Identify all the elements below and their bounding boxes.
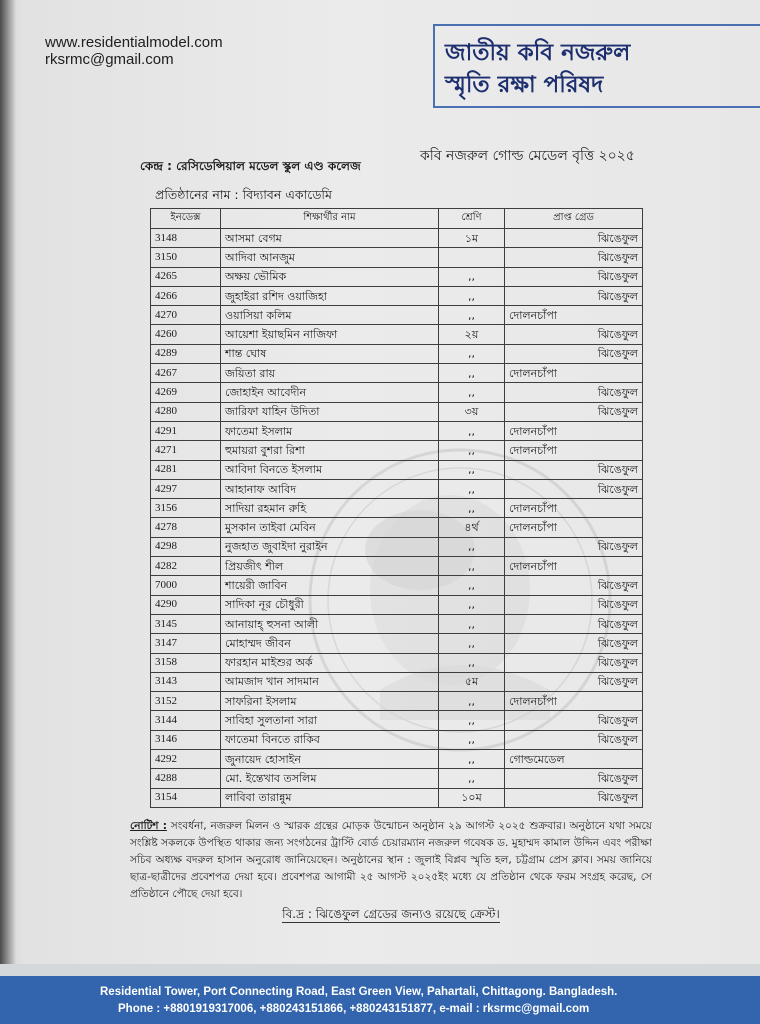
grade-cell: ঝিঙেফুল [505,460,643,479]
document-title: কবি নজরুল গোল্ড মেডেল বৃত্তি ২০২৫ [420,148,635,164]
class-cell: ২য় [439,325,505,344]
index-cell: 3150 [151,248,221,267]
grade-cell: ঝিঙেফুল [505,653,643,672]
table-row [151,248,643,267]
table-header-row [151,209,643,229]
class-cell: ,, [439,267,505,286]
table-row [151,788,643,807]
grade-cell: ঝিঙেফুল [505,788,643,807]
student-name-cell: ফারহান মাইশুর অর্ক [221,653,439,672]
student-name-cell: সাফরিনা ইসলাম [221,692,439,711]
index-cell: 3152 [151,692,221,711]
index-cell: 4288 [151,769,221,788]
grade-cell: দোলনচাঁপা [505,306,643,325]
student-name-cell: আহানাফ আবিদ [221,479,439,498]
class-cell: ,, [439,421,505,440]
grade-cell: দোলনচাঁপা [505,364,643,383]
index-cell: 4267 [151,364,221,383]
grade-cell: ঝিঙেফুল [505,769,643,788]
website-url: www.residentialmodel.com [45,34,223,51]
index-cell: 4289 [151,344,221,363]
class-cell: ,, [439,692,505,711]
header-grade: প্রাপ্ত গ্রেড [505,209,643,229]
index-cell: 3145 [151,614,221,633]
table-row [151,460,643,479]
organization-box [433,24,760,108]
table-row [151,479,643,498]
footer-divider [0,964,760,976]
student-name-cell: আমজাদ খান সাদমান [221,672,439,691]
footer-phone: Phone : +8801919317006, +880243151866, +880243151877, e-mail : rksrmc@gmail.com [118,1003,590,1015]
class-cell: ,, [439,634,505,653]
grade-cell: দোলনচাঁপা [505,499,643,518]
grade-cell: দোলনচাঁপা [505,441,643,460]
class-cell: ,, [439,711,505,730]
student-name-cell: মুসকান তাইবা মেবিন [221,518,439,537]
grade-cell: ঝিঙেফুল [505,229,643,248]
student-name-cell: শান্ত ঘোষ [221,344,439,363]
table-row [151,557,643,576]
institution-name: প্রতিষ্ঠানের নাম : বিদ্যাবন একাডেমি [155,187,332,202]
student-name-cell: আসমা বেগম [221,229,439,248]
contact-email: rksrmc@gmail.com [45,51,174,68]
grade-cell: ঝিঙেফুল [505,537,643,556]
student-name-cell: মো. ইন্তেখাব তসলিম [221,769,439,788]
student-name-cell: সাদিকা নূর চৌধুরী [221,595,439,614]
header-class: শ্রেণি [439,209,505,229]
index-cell: 3158 [151,653,221,672]
grade-cell: ঝিঙেফুল [505,383,643,402]
table-row [151,286,643,305]
table-row [151,402,643,421]
student-name-cell: জুনায়েদ হোসাইন [221,750,439,769]
table-row [151,769,643,788]
class-cell: ,, [439,576,505,595]
index-cell: 3147 [151,634,221,653]
class-cell: ৪র্থ [439,518,505,537]
student-name-cell: হুমায়রা বুশরা রিশা [221,441,439,460]
table-row [151,267,643,286]
index-cell: 4270 [151,306,221,325]
class-cell: ,, [439,460,505,479]
notice-paragraph [130,818,652,906]
grade-cell: ঝিঙেফুল [505,595,643,614]
table-body [151,229,643,808]
class-cell: ,, [439,344,505,363]
class-cell: ,, [439,286,505,305]
footer-band [0,976,760,1024]
class-cell [439,248,505,267]
table-row [151,730,643,749]
grade-cell: দোলনচাঁপা [505,421,643,440]
table-row [151,421,643,440]
grade-cell: ঝিঙেফুল [505,711,643,730]
table-row [151,325,643,344]
class-cell: ,, [439,383,505,402]
organization-name-line1: জাতীয় কবি নজরুল [445,40,631,66]
class-cell: ১ম [439,229,505,248]
index-cell: 3144 [151,711,221,730]
student-name-cell: জোহাইন আবেদীন [221,383,439,402]
class-cell: ,, [439,769,505,788]
grade-cell: ঝিঙেফুল [505,634,643,653]
class-cell: ৫ম [439,672,505,691]
footer-address: Residential Tower, Port Connecting Road, East Green View, Pahartali, Chittagong. Bangladesh. [100,986,618,998]
index-cell: 4282 [151,557,221,576]
grade-cell: গোল্ডমেডেল [505,750,643,769]
student-name-cell: সাবিহা সুলতানা সারা [221,711,439,730]
class-cell: ,, [439,537,505,556]
table-row [151,537,643,556]
index-cell: 3143 [151,672,221,691]
index-cell: 4278 [151,518,221,537]
index-cell: 4266 [151,286,221,305]
exam-center: কেন্দ্র : রেসিডেন্সিয়াল মডেল স্কুল এণ্ড কলেজ [140,159,361,173]
table-row [151,576,643,595]
index-cell: 4290 [151,595,221,614]
header-index: ইনডেক্স [151,209,221,229]
grade-cell: ঝিঙেফুল [505,730,643,749]
class-cell: ,, [439,614,505,633]
class-cell: ,, [439,595,505,614]
class-cell: ,, [439,306,505,325]
student-name-cell: জুহাইরা রশিদ ওয়াজিহা [221,286,439,305]
class-cell: ,, [439,653,505,672]
index-cell: 3148 [151,229,221,248]
class-cell: ৩য় [439,402,505,421]
student-name-cell: জারিফা যাহিন উদিতা [221,402,439,421]
grade-cell: দোলনচাঁপা [505,557,643,576]
class-cell: ,, [439,364,505,383]
index-cell: 4280 [151,402,221,421]
table-row [151,634,643,653]
student-name-cell: ফাতেমা ইসলাম [221,421,439,440]
footnote-text: বি.দ্র : ঝিঙেফুল গ্রেডের জন্যও রয়েছে ক্রেস্ট। [282,907,500,921]
index-cell: 3156 [151,499,221,518]
student-name-cell: জয়িতা রায় [221,364,439,383]
results-table [150,208,643,808]
index-cell: 7000 [151,576,221,595]
index-cell: 4271 [151,441,221,460]
class-cell: ,, [439,499,505,518]
footnote [130,906,652,926]
student-name-cell: শায়েরী জাবিন [221,576,439,595]
paper-edge-shadow [0,0,16,976]
table-row [151,229,643,248]
grade-cell: ঝিঙেফুল [505,325,643,344]
notice-label: নোটিশ : [130,820,167,832]
grade-cell: দোলনচাঁপা [505,692,643,711]
student-name-cell: মোহাম্মদ জীবন [221,634,439,653]
index-cell: 4298 [151,537,221,556]
table-row [151,518,643,537]
index-cell: 3146 [151,730,221,749]
index-cell: 4297 [151,479,221,498]
grade-cell: ঝিঙেফুল [505,344,643,363]
table-row [151,499,643,518]
header-student-name: শিক্ষার্থীর নাম [221,209,439,229]
table-row [151,692,643,711]
class-cell: ১০ম [439,788,505,807]
index-cell: 4269 [151,383,221,402]
student-name-cell: ওয়াসিয়া কলিম [221,306,439,325]
grade-cell: ঝিঙেফুল [505,576,643,595]
student-name-cell: অক্ষয় ভৌমিক [221,267,439,286]
student-name-cell: প্রিয়জীৎ শীল [221,557,439,576]
student-name-cell: সাদিয়া রহমান রুহি [221,499,439,518]
table-row [151,653,643,672]
index-cell: 4265 [151,267,221,286]
student-name-cell: আদিবা আনজুম [221,248,439,267]
grade-cell: ঝিঙেফুল [505,248,643,267]
student-name-cell: নুজহাত জুবাইদা নুরাইন [221,537,439,556]
table-row [151,306,643,325]
index-cell: 4291 [151,421,221,440]
index-cell: 3154 [151,788,221,807]
organization-name-line2: স্মৃতি রক্ষা পরিষদ [445,72,604,98]
table-row [151,364,643,383]
table-row [151,672,643,691]
class-cell: ,, [439,479,505,498]
student-name-cell: লাবিবা তারান্নুম [221,788,439,807]
class-cell: ,, [439,730,505,749]
class-cell: ,, [439,750,505,769]
notice-text: সংবর্ধনা, নজরুল মিলন ও স্মারক গ্রন্থের মোড়ক উন্মোচন অনুষ্ঠান ২৯ আগস্ট ২০২৫ শুক্রবার। অনুষ্ঠানে যথা সময়ে সংশ্লিষ্ট সকলকে উপস্থিত থাকার জন্য সংগঠনের ট্রাস্টি বোর্ড চেয়ারম্যান নজরুল গবেষক ড. মুহাম্মদ কামাল উদ্দিন এবং পরীক্ষা সচিব অধ্যক্ষ বদরুল হাসান অনুরোধ জানিয়েছেন। অনুষ্ঠানের স্থান : জুলাই বিপ্লব স্মৃতি হল, চট্টগ্রাম প্রেস ক্লাব। সময় জানিয়ে ছাত্র-ছাত্রীদের প্রবেশপত্র দেয়া হবে। প্রবেশপত্র আগামী ২৫ আগস্ট ২০২৫ইং মধ্যে যে প্রতিষ্ঠান থেকে ফরম সংগ্রহ করেছ, সে প্রতিষ্ঠানে পৌছে দেয়া হবে। [130,820,652,900]
table-row [151,614,643,633]
table-row [151,383,643,402]
index-cell: 4281 [151,460,221,479]
grade-cell: ঝিঙেফুল [505,402,643,421]
table-row [151,344,643,363]
grade-cell: ঝিঙেফুল [505,267,643,286]
class-cell: ,, [439,441,505,460]
student-name-cell: আবিদা বিনতে ইসলাম [221,460,439,479]
table-row [151,750,643,769]
grade-cell: ঝিঙেফুল [505,479,643,498]
class-cell: ,, [439,557,505,576]
table-row [151,595,643,614]
index-cell: 4260 [151,325,221,344]
student-name-cell: আনায়াহ্ হুসনা আলী [221,614,439,633]
student-name-cell: আয়েশা ইয়াছমিন নাজিফা [221,325,439,344]
table-row [151,441,643,460]
index-cell: 4292 [151,750,221,769]
grade-cell: দোলনচাঁপা [505,518,643,537]
student-name-cell: ফাতেমা বিনতে রাকিব [221,730,439,749]
table-row [151,711,643,730]
grade-cell: ঝিঙেফুল [505,614,643,633]
grade-cell: ঝিঙেফুল [505,286,643,305]
grade-cell: ঝিঙেফুল [505,672,643,691]
